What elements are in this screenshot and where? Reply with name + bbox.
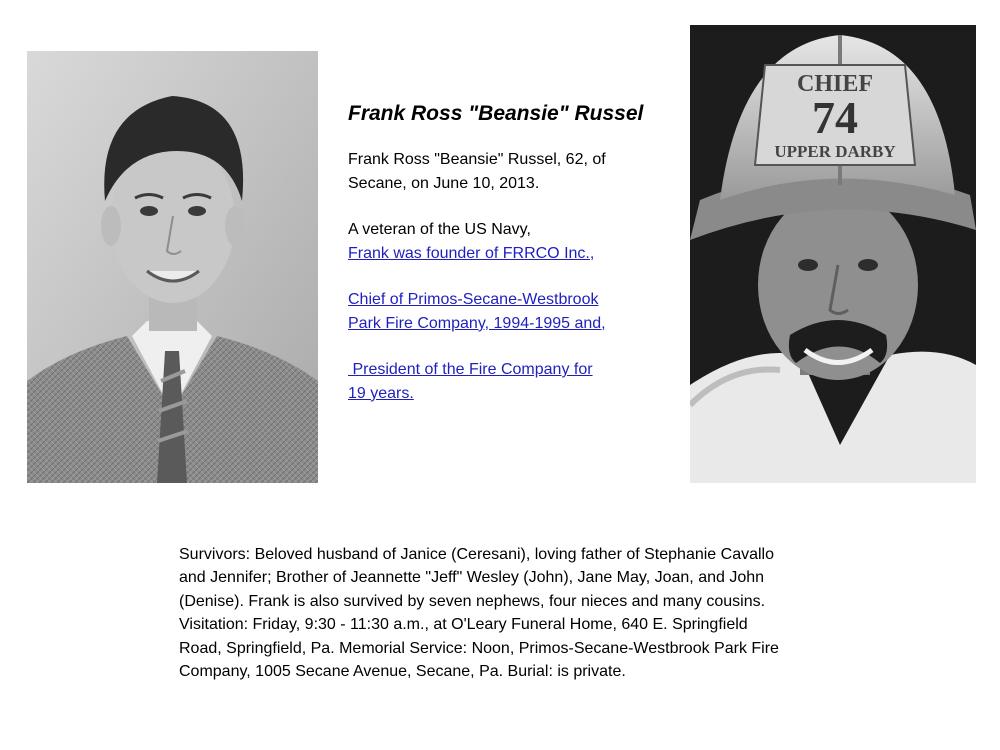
intro-paragraph	[348, 148, 668, 195]
visitation-line: Road, Springfield, Pa. Memorial Service: Noon, Primos-Secane-Westbrook Park Fire	[179, 639, 779, 657]
survivors-line: and Jennifer; Brother of Jeannette "Jeff" Wesley (John), Jane May, Joan, and John	[179, 569, 765, 587]
helmet-company-text: UPPER DARBY	[774, 142, 896, 161]
obituary-main-text	[348, 100, 668, 428]
president-link-line-1[interactable]: President of the Fire Company for	[348, 361, 593, 378]
helmet-rank-text: CHIEF	[796, 71, 874, 97]
intro-line-1: Frank Ross "Beansie" Russel, 62, of	[348, 151, 606, 168]
burial-line: Company, 1005 Secane Avenue, Secane, Pa. Burial: is private.	[179, 663, 626, 681]
helmet-number-text: 74	[812, 92, 858, 143]
survivors-line: (Denise). Frank is also survived by seven nephews, four nieces and many cousins.	[179, 592, 766, 610]
president-link-line-2[interactable]: 19 years.	[348, 384, 414, 402]
portrait-chief-image	[690, 25, 976, 483]
chief-link-line-2[interactable]: Park Fire Company, 1994-1995 and,	[348, 314, 606, 332]
president-paragraph	[348, 358, 668, 405]
chief-link-line-1[interactable]: Chief of Primos-Secane-Westbrook	[348, 291, 599, 308]
survivors-paragraph	[179, 543, 859, 683]
visitation-line: Visitation: Friday, 9:30 - 11:30 a.m., at O'Leary Funeral Home, 640 E. Springfield	[179, 616, 748, 634]
survivors-line: Survivors: Beloved husband of Janice (Ceresani), loving father of Stephanie Cavallo	[179, 546, 774, 563]
veteran-paragraph	[348, 218, 668, 265]
founder-link[interactable]: Frank was founder of FRRCO Inc.,	[348, 244, 595, 262]
portrait-young-photo	[27, 51, 318, 483]
obituary-title: Frank Ross "Beansie" Russel	[348, 102, 644, 125]
veteran-line: A veteran of the US Navy,	[348, 221, 531, 238]
portrait-young-image	[27, 51, 318, 483]
chief-paragraph	[348, 288, 668, 335]
intro-line-2: Secane, on June 10, 2013.	[348, 174, 540, 192]
portrait-chief-photo	[690, 25, 976, 483]
